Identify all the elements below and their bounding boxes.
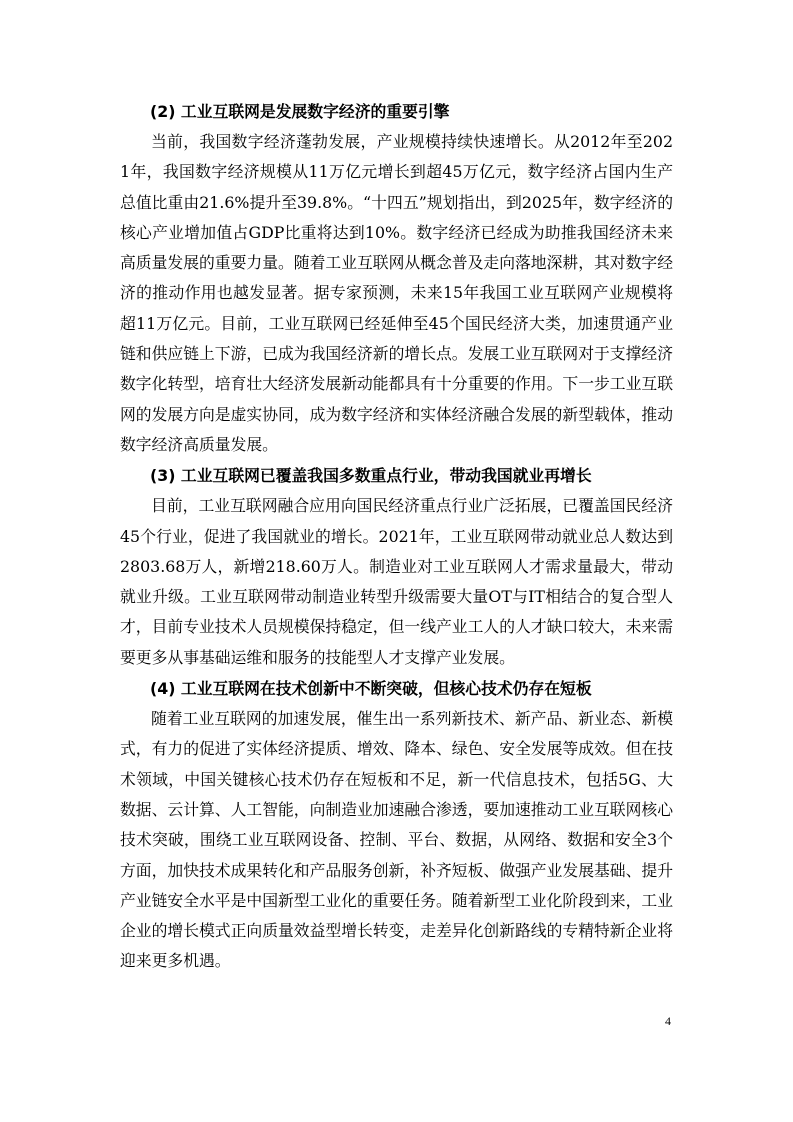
section-paragraph-3: 目前，工业互联网融合应用向国民经济重点行业广泛拓展，已覆盖国民经济45个行业，促进了我国就业的增长。2021年，工业互联网带动就业总人数达到2803.68万人，新增218.60万人。制造业对工业互联网人才需求量最大，带动就业升级。工业互联网带动制造业转型升级需要大量OT与IT相结合的复合型人才，目前专业技术人员规模保持稳定，但一线产业工人的人才缺口较大，未来需要更多从事基础运维和服务的技能型人才支撑产业发展。 xyxy=(120,496,673,667)
section-heading-4: (4) 工业互联网在技术创新中不断突破，但核心技术仍存在短板 xyxy=(150,679,592,699)
section-heading-3: (3) 工业互联网已覆盖我国多数重点行业，带动我国就业再增长 xyxy=(150,466,592,486)
section-heading-2: (2) 工业互联网是发展数字经济的重要引擎 xyxy=(150,102,450,121)
section-paragraph-4: 随着工业互联网的加速发展，催生出一系列新技术、新产品、新业态、新模式，有力的促进了实体经济提质、增效、降本、绿色、安全发展等成效。但在技术领域，中国关键核心技术仍存在短板和不足，新一代信息技术，包括5G、大数据、云计算、人工智能，向制造业加速融合渗透，要加速推动工业互联网核心技术突破，围绕工业互联网设备、控制、平台、数据，从网络、数据和安全3个方面，加快技术成果转化和产品服务创新，补齐短板、做强产业发展基础、提升产业链安全水平是中国新型工业化的重要任务。随着新型工业化阶段到来，工业企业的增长模式正向质量效益型增长转变，走差异化创新路线的专精特新企业将迎来更多机遇。 xyxy=(120,709,673,971)
document-body xyxy=(120,96,673,977)
section-paragraph-2: 当前，我国数字经济蓬勃发展，产业规模持续快速增长。从2012年至2021年，我国数字经济规模从11万亿元增长到超45万亿元，数字经济占国内生产总值比重由21.6%提升至39.8%。“十四五”规划指出，到2025年，数字经济的核心产业增加值占GDP比重将达到10%。数字经济已经成为助推我国经济未来高质量发展的重要力量。随着工业互联网从概念普及走向落地深耕，其对数字经济的推动作用也越发显著。据专家预测，未来15年我国工业互联网产业规模将超11万亿元。目前，工业互联网已经延伸至45个国民经济大类，加速贯通产业链和供应链上下游，已成为我国经济新的增长点。发展工业互联网对于支撑经济数字化转型，培育壮大经济发展新动能都具有十分重要的作用。下一步工业互联网的发展方向是虚实协同，成为数字经济和实体经济融合发展的新型载体，推动数字经济高质量发展。 xyxy=(120,132,673,454)
page-number: 4 xyxy=(665,1014,671,1028)
